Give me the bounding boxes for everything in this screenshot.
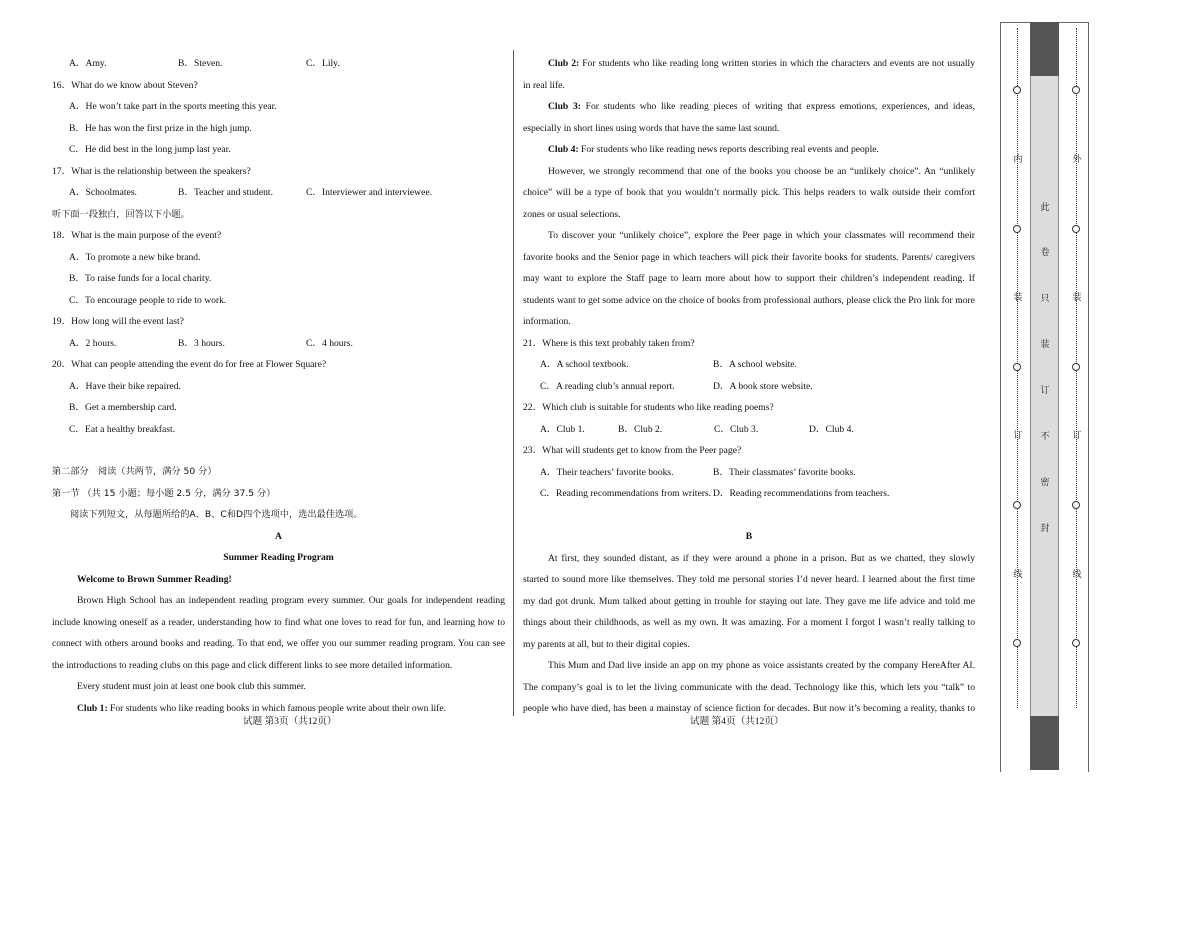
option: B．Steven. [178,58,223,69]
q19-options [69,333,505,355]
outer-line-label: 线 [1072,570,1082,580]
binding-hole [1013,363,1021,371]
club-text: For students who like reading news reports describing real events and people. [578,144,879,155]
paragraph-line: The company’s goal is to let the living communicate with the dead. Technology like this, which lets you “talk” to [523,681,975,693]
q15-options [69,53,505,75]
inner-line-label: 装 [1013,293,1023,303]
paragraph-line: To discover your “unlikely choice”, explore the Peer page in which your classmates will recommend their [548,230,975,241]
club-label: Club 4: [548,144,579,155]
binding-hole [1072,86,1080,94]
option: B．To raise funds for a local charity. [69,273,212,284]
binding-warning-char: 卷 [1040,248,1050,258]
binding-hole [1072,501,1080,509]
option: C．He did best in the long jump last year. [69,144,231,155]
paragraph-line: my dad got drunk. Mum talked about getting in trouble for staying out late. They gave me life advice and told me [523,595,975,607]
reading-instruction: 阅读下列短文，从每题所给的A、B、C和D四个选项中，选出最佳选项。 [70,509,363,520]
paragraph-line: the introductions to reading clubs on this page and click different links to see more detailed information. [52,659,453,671]
paragraph-line: things about their childhoods, as well as my own. It was amazing. For a moment I forgot I wasn’t really talking to [523,617,975,628]
binding-cap-bottom [1030,716,1059,770]
paragraph-line: This Mum and Dad live inside an app on my phone as voice assistants created by the company HereAfter AI. [548,660,975,671]
outer-line-label: 装 [1072,293,1082,303]
binding-hole [1072,639,1080,647]
binding-cap-top [1030,22,1059,76]
listening-instruction: 听下面一段独白，回答以下小题。 [52,208,190,220]
option: C．Lily. [306,58,340,69]
club-label: Club 3: [548,101,581,112]
option: A．2 hours. [69,337,117,349]
option: C．A reading club’s annual report. [540,380,675,392]
question-stem: 16．What do we know about Steven? [52,79,198,91]
option: D．Club 4. [809,423,854,435]
club-label: Club 1: [77,702,108,714]
q23-options-row-2 [540,483,975,505]
option: C．Club 3. [714,423,759,435]
q21-options-row-1 [540,354,975,376]
question-stem: 19．How long will the event last? [52,316,184,327]
option: C．Eat a healthy breakfast. [69,423,176,435]
section-title: 第一节 （共 15 小题；每小题 2.5 分，满分 37.5 分） [52,487,276,499]
question-stem: 21．Where is this text probably taken from? [523,337,695,349]
page-footer-4: 试题 第4页（共12页） [690,716,784,727]
club-label: Club 2: [548,58,580,69]
paragraph-line: choice” will be a type of book that you wouldn’t normally pick. This helps readers to walk outside their comfort [523,187,975,198]
binding-warning-char: 封 [1040,524,1050,534]
option: A．To promote a new bike brand. [69,251,201,263]
question-stem: 23．What will students get to know from the Peer page? [523,445,742,456]
club-3-description [523,96,975,118]
page-footer-3: 试题 第3页（共12页） [243,716,337,727]
q23-options-row-1 [540,462,975,484]
binding-hole [1013,86,1021,94]
option: B．Club 2. [618,423,663,435]
q22-options [540,419,975,441]
question-stem: 17．What is the relationship between the speakers? [52,165,251,177]
question-stem: 20．What can people attending the event do for free at Flower Square? [52,359,327,370]
binding-warning-char: 只 [1040,294,1050,304]
binding-hole [1072,363,1080,371]
option: A．Their teachers’ favorite books. [540,466,674,478]
club-text: For students who like reading pieces of writing that express emotions, experiences, and ideas, [580,101,976,112]
binding-hole [1072,225,1080,233]
passage-title: Summer Reading Program [223,552,334,563]
binding-bar [1030,22,1059,770]
binding-warning-char: 订 [1040,386,1050,396]
option: C．4 hours. [306,337,353,349]
outer-line-label: 订 [1072,431,1082,441]
option: C．To encourage people to ride to work. [69,294,227,306]
club-text: For students who like reading long written stories in which the characters and events are not usually [579,58,975,69]
binding-warning-char: 装 [1040,340,1050,350]
q21-options-row-2 [540,376,975,398]
paragraph-line: especially in short lines using words that have the same last sound. [523,122,780,134]
binding-border-left [1000,22,1001,772]
paragraph-line: in real life. [523,79,565,91]
paragraph-line: connect with others around books and reading. To that end, we offer you our summer reading program. You can see [52,638,505,649]
paragraph-line: students want to get some advice on the choice of books from professional authors, please click the Pro link for more [523,294,975,306]
option: C．Interviewer and interviewee. [306,187,432,198]
inner-line-label: 订 [1013,431,1023,441]
club-2-description [523,53,975,75]
binding-border-right [1088,22,1089,772]
question-stem: 18．What is the main purpose of the event? [52,230,222,241]
binding-warning-char: 不 [1040,432,1050,442]
option: B．Their classmates’ favorite books. [713,466,856,478]
inner-line-label: 线 [1013,570,1023,580]
question-stem: 22．Which club is suitable for students who like reading poems? [523,402,774,413]
option: B．He has won the first prize in the high jump. [69,122,252,134]
binding-hole [1013,225,1021,233]
binding-hole [1013,501,1021,509]
paragraph-line: However, we strongly recommend that one of the books you choose be an “unlikely choice”. An “unlikely [548,165,975,177]
paragraph-line: At first, they sounded distant, as if they were around a phone in a prison. But as we chatted, they slowly [548,552,975,564]
paragraph-line: may want to explore the Staff page to learn more about how to support their children’s independent reading. If [523,273,975,284]
option: A．He won’t take part in the sports meeting this year. [69,101,277,112]
column-divider [513,50,514,716]
outer-line-label: 外 [1072,155,1082,165]
paragraph-line: started to sound more like themselves. They told me personal stories I’d never heard. I learned about the first time [523,574,975,585]
club-text: For students who like reading books in which famous people write about their own life. [107,702,447,714]
paragraph-line: zones or usual selections. [523,208,621,220]
q17-options [69,182,505,204]
paragraph-line: Brown High School has an independent reading program every summer. Our goals for independent reading [77,595,505,606]
welcome-heading: Welcome to Brown Summer Reading! [77,573,232,585]
option: D．A book store website. [713,380,813,392]
paragraph-line: information. [523,316,571,327]
option: A．Club 1. [540,423,585,435]
binding-warning-char: 此 [1040,203,1050,213]
option: C．Reading recommendations from writers. [540,488,712,499]
paragraph-line: include knowing oneself as a reader, understanding how to find what one loves to read for fun, and learning how to [52,616,505,628]
option: D．Reading recommendations from teachers. [713,488,890,499]
option: A．A school textbook. [540,359,629,370]
option: A．Have their bike repaired. [69,380,181,392]
inner-line-label: 内 [1013,155,1023,165]
option: A．Schoolmates. [69,187,137,198]
option: A．Amy. [69,58,107,69]
option: B．Get a membership card. [69,402,177,413]
option: B．3 hours. [178,337,225,349]
part-title: 第二部分 阅读（共两节，满分 50 分） [52,466,217,477]
paragraph-line: Every student must join at least one book club this summer. [77,681,306,692]
binding-hole [1013,639,1021,647]
binding-warning-char: 密 [1040,478,1050,488]
paragraph-line: people who have died, has been a mainstay of science fiction for decades. But now it’s becoming a reality, thanks to [523,703,975,714]
option: B．A school website. [713,359,797,370]
paragraph-line: my parents at all, but to their digital copies. [523,638,690,650]
option: B．Teacher and student. [178,187,273,198]
passage-letter: B [745,531,753,542]
passage-letter: A [275,530,282,542]
club-4-description [523,139,975,161]
paragraph-line: favorite books and the Senior page in which teachers will pick their favorite books for students. Parents/ caregivers [523,251,975,263]
